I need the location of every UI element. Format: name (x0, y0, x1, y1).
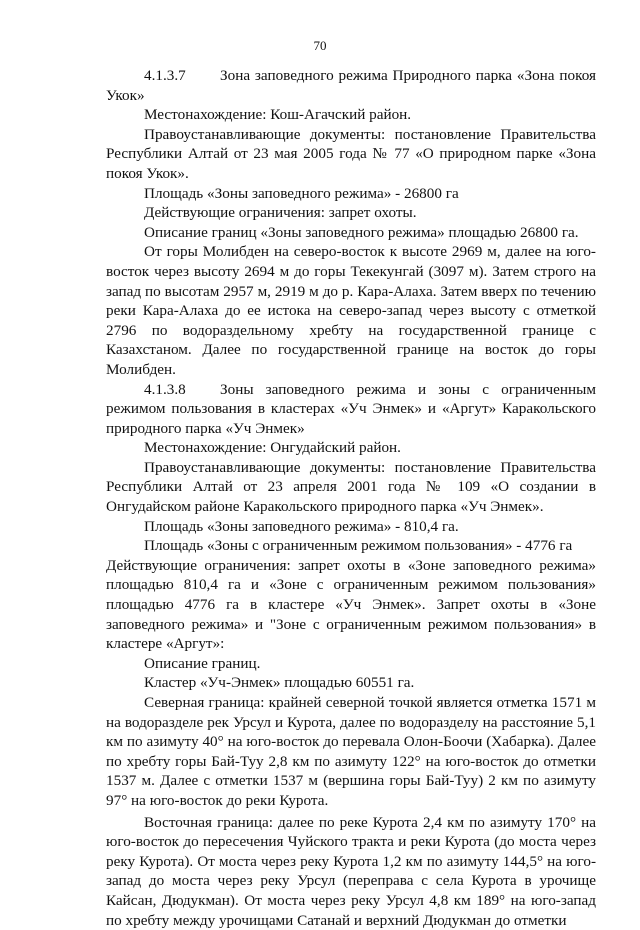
boundaries-title: Описание границ. (144, 654, 261, 672)
restrictions-paragraph: Действующие ограничения: запрет охоты в «Зоне заповедного режима» площадью 810,4 га и «Зоне с ограниченным режимом пользования» площадью 4776 га в кластере «Уч Энмек». Запрет охоты в «Зоне заповедного режима» и "Зоне с ограниченным режимом пользования» в кластере «Аргут»: (106, 556, 596, 653)
north-border-paragraph: Северная граница: крайней северной точкой является отметка 1571 м на водоразделе рек Урсул и Курота, далее по водоразделу на расстояние 5,1 км по азимуту 40° на юго-восток до перевала Олон-Боочи (Хабарка). Далее по хребту горы Бай-Туу 2,8 км по азимуту 122° на юго-восток до отметки 1537 м. Далее с отметки 1537 м (вершина горы Бай-Туу) 2 км по азимуту 97° на юго-восток до реки Курота. (106, 694, 596, 809)
section-heading-4137 (106, 66, 596, 105)
location-paragraph: Местонахождение: Кош-Агачский район. (144, 106, 412, 124)
area-reserve-paragraph: Площадь «Зоны заповедного режима» - 810,4 га. (144, 517, 459, 535)
cluster-title: Кластер «Уч-Энмек» площадью 60551 га. (144, 674, 415, 692)
document-body (106, 66, 596, 930)
east-border-paragraph: Восточная граница: далее по реке Курота 2,4 км по азимуту 170° на юго-восток до пересечения Чуйского тракта и реки Курота (до моста через реку Курота). От моста через реку Курота 1,2 км по азимуту 144,5° на юго-запад до моста через реку Урсул (переправа с села Курота в урочище Кайсан, Дюдукман). От моста через реку Урсул 4,8 км 189° на юго-запад по хребту между урочищами Сатанай и верхний Дюдукман до отметки (106, 813, 596, 929)
area-paragraph: Площадь «Зоны заповедного режима» - 26800 га (144, 184, 459, 202)
page-number: 70 (313, 38, 327, 53)
boundaries-paragraph: От горы Молибден на северо-восток к высоте 2969 м, далее на юго-восток через высоту 2694 м до горы Текекунгай (3097 м). Затем строго на запад по высотам 2957 м, 2919 м до р. Кара-Алаха. Затем вверх по течению реки Кара-Алаха до ее истока на северо-запад через высоту с отметкой 2796 по водораздельному хребту на государственной границе с Казахстаном. Далее по государственной границе на восток до горы Молибден. (106, 243, 596, 378)
section-number: 4.1.3.8 (144, 380, 186, 398)
restrictions-paragraph: Действующие ограничения: запрет охоты. (144, 204, 417, 222)
section-title: Зона заповедного режима Природного парка «Зона покоя Укок» (106, 67, 596, 104)
location-paragraph: Местонахождение: Онгудайский район. (144, 439, 401, 457)
area-limited-paragraph: Площадь «Зоны с ограниченным режимом пользования» - 4776 га (144, 537, 573, 555)
boundaries-title: Описание границ «Зоны заповедного режима» площадью 26800 га. (144, 223, 579, 241)
section-title: Зоны заповедного режима и зоны с ограниченным режимом пользования в кластерах «Уч Энмек» и «Аргут» Каракольского природного парка «Уч Энмек» (106, 380, 596, 437)
documents-paragraph: Правоустанавливающие документы: постановление Правительства Республики Алтай от 23 апреля 2001 года № 109 «О создании в Онгудайском районе Каракольского природного парка «Уч Энмек». (106, 458, 596, 516)
section-heading-4138 (106, 380, 596, 439)
section-number: 4.1.3.7 (144, 67, 186, 84)
documents-paragraph: Правоустанавливающие документы: постановление Правительства Республики Алтай от 23 мая 2005 года № 77 «О природном парке «Зона покоя Укок». (106, 125, 596, 182)
